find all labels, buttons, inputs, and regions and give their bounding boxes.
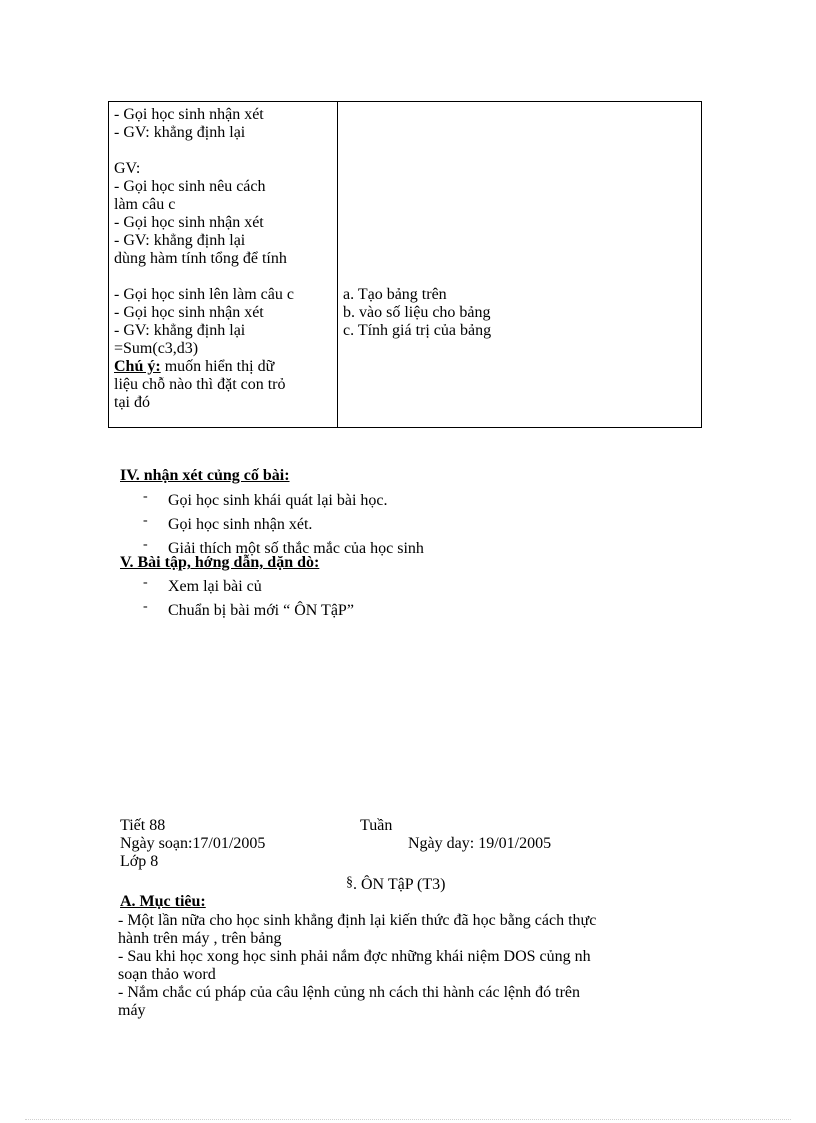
list-item-text: Xem lại bài củ <box>168 578 262 595</box>
bullet-dash-icon: - <box>143 575 148 590</box>
paragraph-line: máy <box>118 1002 146 1019</box>
table-line: b. vào số liệu cho bảng <box>343 304 491 321</box>
table-line: - Gọi học sinh nêu cách <box>114 178 266 195</box>
table-line <box>114 142 332 160</box>
table-column-divider <box>337 102 338 427</box>
section-a-heading: A. Mục tiêu: <box>120 893 206 910</box>
table-line: - GV: khẳng định lại <box>114 232 246 249</box>
lesson-title <box>346 876 445 895</box>
table-line: a. Tạo bảng trên <box>343 286 447 303</box>
teaching-date: Ngày day: 19/01/2005 <box>408 835 552 852</box>
table-line: dùng hàm tính tổng để tính <box>114 250 287 267</box>
student-activity-cell <box>343 286 693 340</box>
table-line: - Gọi học sinh nhận xét <box>114 304 264 321</box>
table-line: =Sum(c3,d3) <box>114 340 199 357</box>
section-v-list <box>143 575 354 623</box>
section-v-heading: V. Bài tập, hớng dẫn, dặn dò: <box>120 554 320 571</box>
section-sign-icon: § <box>346 875 353 890</box>
table-line <box>114 268 332 286</box>
list-item-text: Gọi học sinh nhận xét. <box>168 516 313 533</box>
list-item <box>143 575 354 599</box>
table-line: làm câu c <box>114 196 176 213</box>
section-a-body <box>118 912 596 1020</box>
class-label: Lớp 8 <box>120 853 159 870</box>
table-line: - Gọi học sinh nhận xét <box>114 106 264 123</box>
note-label: Chú ý: <box>114 358 161 375</box>
list-item-text: Chuẩn bị bài mới “ ÔN TậP” <box>168 602 354 619</box>
table-line: - Gọi học sinh nhận xét <box>114 214 264 231</box>
table-line: GV: <box>114 160 141 177</box>
section-iv-list <box>143 489 424 561</box>
bullet-dash-icon: - <box>143 537 148 552</box>
list-item <box>143 513 424 537</box>
table-line: - GV: khẳng định lại <box>114 322 246 339</box>
list-item <box>143 599 354 623</box>
paragraph-line: - Nắm chắc cú pháp của câu lệnh củng nh cách thi hành các lệnh đó trên <box>118 984 581 1001</box>
list-item-text: Giải thích một số thắc mắc của học sinh <box>168 540 424 557</box>
table-line: - GV: khẳng định lại <box>114 124 246 141</box>
note-text: muốn hiển thị dữ <box>160 358 275 375</box>
paragraph-line: - Một lần nữa cho học sinh khẳng định lại kiến thức đã học bằng cách thực <box>118 912 597 929</box>
lesson-title-text: . ÔN TậP (T3) <box>353 876 446 893</box>
teacher-activity-cell <box>114 106 332 412</box>
table-line: c. Tính giá trị của bảng <box>343 322 492 339</box>
note-line: tại đó <box>114 394 150 411</box>
paragraph-line: soạn thảo word <box>118 966 216 983</box>
week-label: Tuần <box>360 817 393 834</box>
list-item-text: Gọi học sinh khái quát lại bài học. <box>168 492 388 509</box>
note-line <box>114 358 332 376</box>
paragraph-line: - Sau khi học xong học sinh phải nắm đợc những khái niệm DOS củng nh <box>118 948 591 965</box>
paragraph-line: hành trên máy , trên bảng <box>118 930 282 947</box>
table-line: - Gọi học sinh lên làm câu c <box>114 286 294 303</box>
list-item <box>143 489 424 513</box>
note-line: liệu chỗ nào thì đặt con trỏ <box>114 376 286 393</box>
page-bottom-divider <box>25 1119 791 1120</box>
lesson-table <box>108 101 702 428</box>
bullet-dash-icon: - <box>143 489 148 504</box>
section-iv-heading: IV. nhận xét củng cố bài: <box>120 467 290 484</box>
prepared-date: Ngày soạn:17/01/2005 <box>120 835 266 852</box>
bullet-dash-icon: - <box>143 513 148 528</box>
lesson-number: Tiết 88 <box>120 817 166 834</box>
bullet-dash-icon: - <box>143 599 148 614</box>
